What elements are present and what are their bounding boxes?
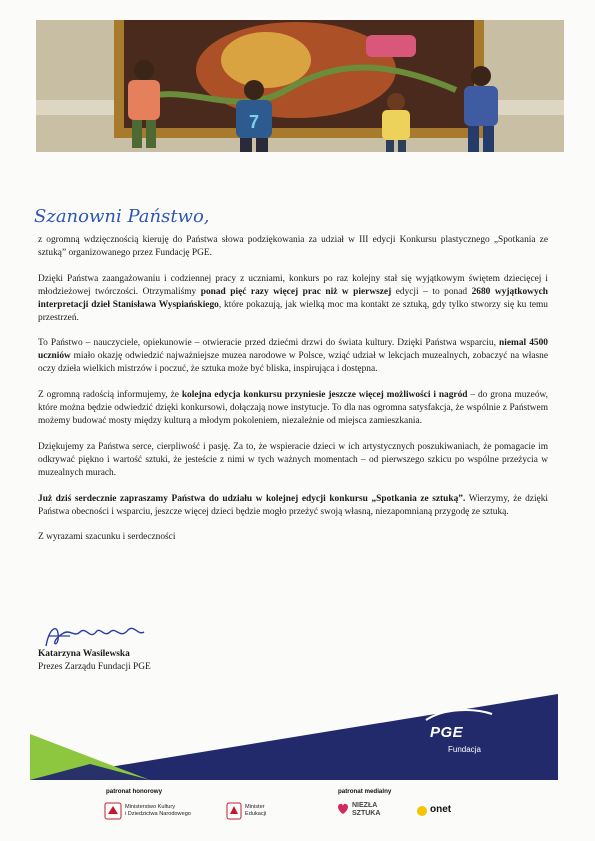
niezla-sztuka-line2: SZTUKA bbox=[352, 810, 381, 817]
pge-fundacja-label: Fundacja bbox=[448, 745, 481, 754]
onet-dot-icon bbox=[416, 805, 428, 817]
handwritten-salutation bbox=[30, 196, 210, 236]
signer-name: Katarzyna Wasilewska bbox=[38, 649, 130, 659]
ministry-culture-line2: i Dziedzictwa Narodowego bbox=[125, 810, 191, 817]
intro-paragraph: z ogromną wdzięcznością kieruję do Państwa słowa podziękowania za udział w III edycji Konkursu plastycznego „Spotkania ze sztuką” organizowanego przez Fundację PGE. bbox=[38, 235, 548, 258]
eagle-emblem-icon bbox=[226, 802, 242, 820]
minister-education-line2: Edukacji bbox=[245, 810, 267, 817]
pge-swoosh-icon bbox=[424, 708, 494, 722]
ministry-culture-line1: Ministerstwo Kultury bbox=[125, 804, 176, 810]
media-patronage-label: patronat medialny bbox=[338, 788, 392, 795]
paragraph-next-edition: Z ogromną radością informujemy, że kolejna edycja konkursu przyniesie jeszcze więcej możliwości i nagród – do grona muzeów, które można będzie odwiedzić dzięki konkursowi, dołączają nowe instytucje. To dla nas ogromna satysfakcja, że wspólnie z Państwem możemy budować mosty między kulturą a młodym pokoleniem, niezależnie od miejsca zamieszkania. bbox=[38, 390, 549, 426]
paragraph-thanks: Dziękujemy za Państwa serce, cierpliwość i pasję. Za to, że wspieracie dzieci w ich artystycznych poszukiwaniach, że pomagacie im odkrywać piękno i wartość sztuki, że jesteście z nimi w tych ważnych momentach – od pierwszego szkicu po wspólne przeżycia w muzealnych murach. bbox=[38, 441, 548, 478]
honorary-patronage-label: patronat honorowy bbox=[106, 788, 163, 795]
paragraph-invitation: Już dziś serdecznie zapraszamy Państwa do udziału w kolejnej edycji konkursu „Spotkania ze sztuką”. Wierzymy, że dzięki Państwa obecności i wsparciu, jeszcze więcej dzieci będzie mogło przeżyć swoją własną, niezapomnianą przygodę ze sztuką. bbox=[38, 493, 548, 517]
paragraph-submissions: Dzięki Państwa zaangażowaniu i codziennej pracy z uczniami, konkurs po raz kolejny stał się wyjątkowym świętem dziecięcej i młodzieżowej twórczości. Otrzymaliśmy ponad pięć razy więcej prac niż w pierwszej edycji – to ponad 2680 wyjątkowych interpretacji dzieł Stanisława Wyspiańskiego, które pokazują, jak wielką moc ma kontakt ze sztuką, gdy tylko stworzy się ku temu przestrzeń. bbox=[38, 273, 549, 323]
closing-line: Z wyrazami szacunku i serdeczności bbox=[38, 532, 176, 543]
svg-text:7: 7 bbox=[248, 112, 260, 132]
svg-text:Szanowni Państwo,: Szanowni Państwo, bbox=[34, 206, 210, 227]
pge-logo bbox=[424, 708, 504, 754]
hero-illustration bbox=[36, 20, 564, 152]
letter-body bbox=[38, 234, 548, 557]
heart-icon bbox=[336, 802, 350, 816]
signer-title: Prezes Zarządu Fundacji PGE bbox=[38, 661, 151, 672]
niezla-sztuka-line1: NIEZŁA bbox=[352, 802, 378, 809]
minister-education-line1: Minister bbox=[245, 804, 265, 810]
signer-block bbox=[38, 648, 151, 674]
eagle-emblem-icon bbox=[104, 802, 122, 820]
pge-wordmark: PGE bbox=[430, 724, 464, 741]
handwritten-signature bbox=[40, 618, 150, 652]
onet-wordmark: onet bbox=[430, 804, 452, 815]
paragraph-teachers: To Państwo – nauczyciele, opiekunowie – otwieracie przed dziećmi drzwi do świata kultury. Dzięki Państwa wsparciu, niemal 4500 uczniów miało okazję odwiedzić najważniejsze muzea narodowe w Polsce, wziąć udział w lekcjach muzealnych, zobaczyć na własne oczy dzieła wielkich mistrzów i poczuć, że sztuka może być bliska, inspirująca i dostępna. bbox=[38, 338, 548, 375]
